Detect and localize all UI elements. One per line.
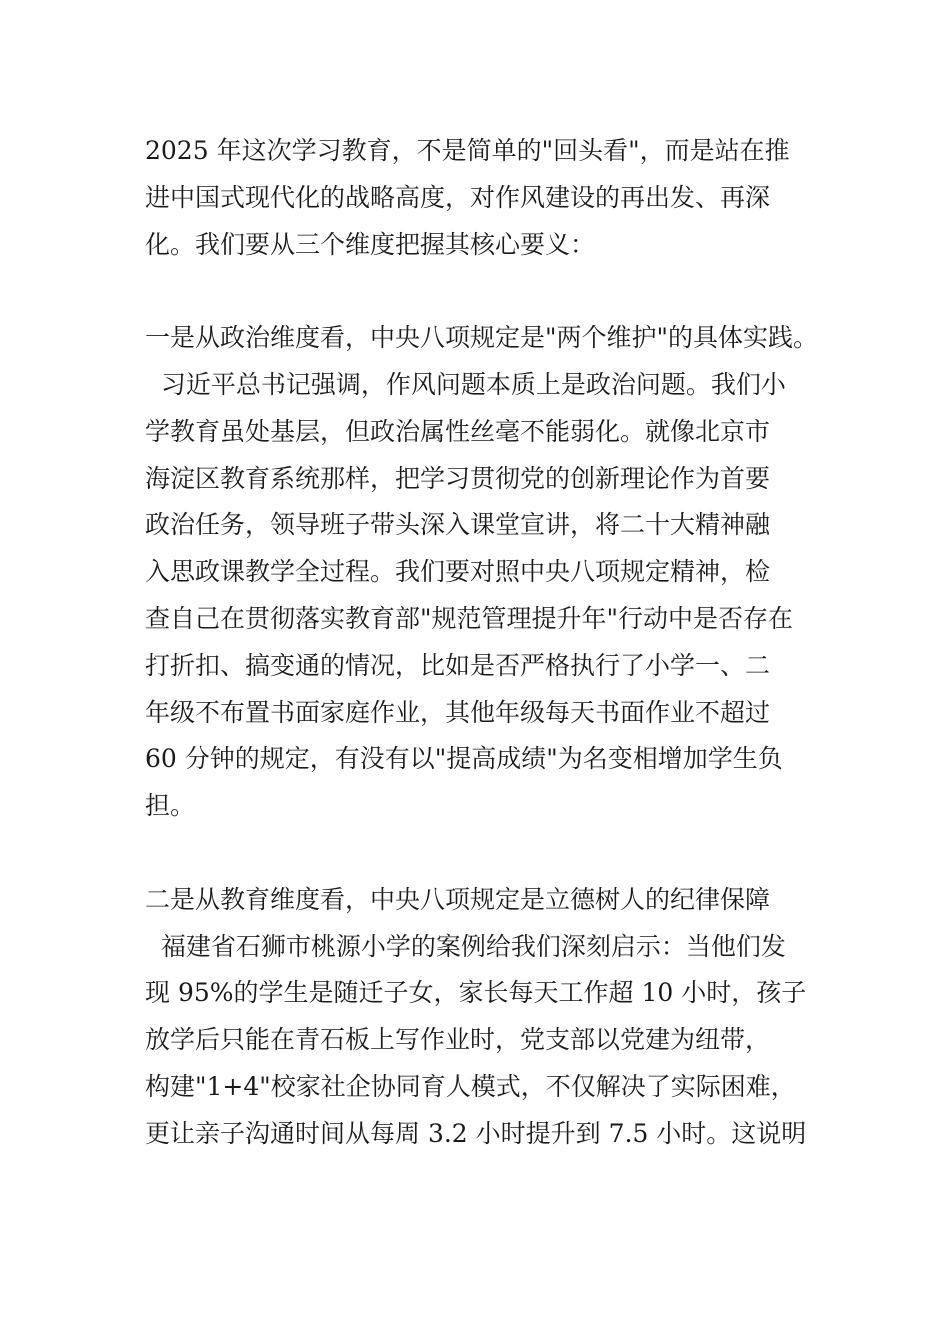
text-line: 2025 年这次学习教育，不是简单的"回头看"，而是站在推 — [145, 136, 790, 165]
text-line: 放学后只能在青石板上写作业时，党支部以党建为纽带， — [145, 1025, 771, 1055]
paragraph-spacer — [145, 830, 817, 877]
text-line: 构建"1+4"校家社企协同育人模式，不仅解决了实际困难， — [145, 1071, 796, 1101]
text-line: 担。 — [145, 791, 196, 821]
text-line: 年级不布置书面家庭作业，其他年级每天书面作业不超过 — [145, 697, 771, 727]
text-line: 福建省石狮市桃源小学的案例给我们深刻启示：当他们发 — [145, 931, 786, 961]
text-line: 二是从教育维度看，中央八项规定是立德树人的纪律保障 — [145, 884, 771, 914]
document-body — [145, 128, 817, 1158]
text-line: 60 分钟的规定，有没有以"提高成绩"为名变相增加学生负 — [145, 744, 783, 774]
text-line: 进中国式现代化的战略高度，对作风建设的再出发、再深 — [145, 182, 771, 212]
text-line: 习近平总书记强调，作风问题本质上是政治问题。我们小 — [145, 369, 786, 399]
text-line: 政治任务，领导班子带头深入课堂宣讲，将二十大精神融 — [145, 510, 771, 540]
paragraph-spacer — [145, 268, 817, 315]
text-line: 化。我们要从三个维度把握其核心要义： — [145, 229, 596, 259]
text-line: 海淀区教育系统那样，把学习贯彻党的创新理论作为首要 — [145, 463, 771, 493]
text-line: 更让亲子沟通时间从每周 3.2 小时提升到 7.5 小时。这说明 — [145, 1118, 807, 1148]
text-line: 学教育虽处基层，但政治属性丝毫不能弱化。就像北京市 — [145, 416, 771, 446]
paragraph-political — [145, 315, 817, 830]
text-line: 打折扣、搞变通的情况，比如是否严格执行了小学一、二 — [145, 650, 771, 680]
text-line: 入思政课教学全过程。我们要对照中央八项规定精神，检 — [145, 557, 771, 587]
text-line: 查自己在贯彻落实教育部"规范管理提升年"行动中是否存在 — [145, 603, 794, 633]
paragraph-education — [145, 877, 817, 1158]
text-line: 现 95%的学生是随迁子女，家长每天工作超 10 小时，孩子 — [145, 978, 807, 1008]
paragraph-intro — [145, 128, 817, 268]
text-line: 一是从政治维度看，中央八项规定是"两个维护"的具体实践。 — [145, 323, 819, 353]
